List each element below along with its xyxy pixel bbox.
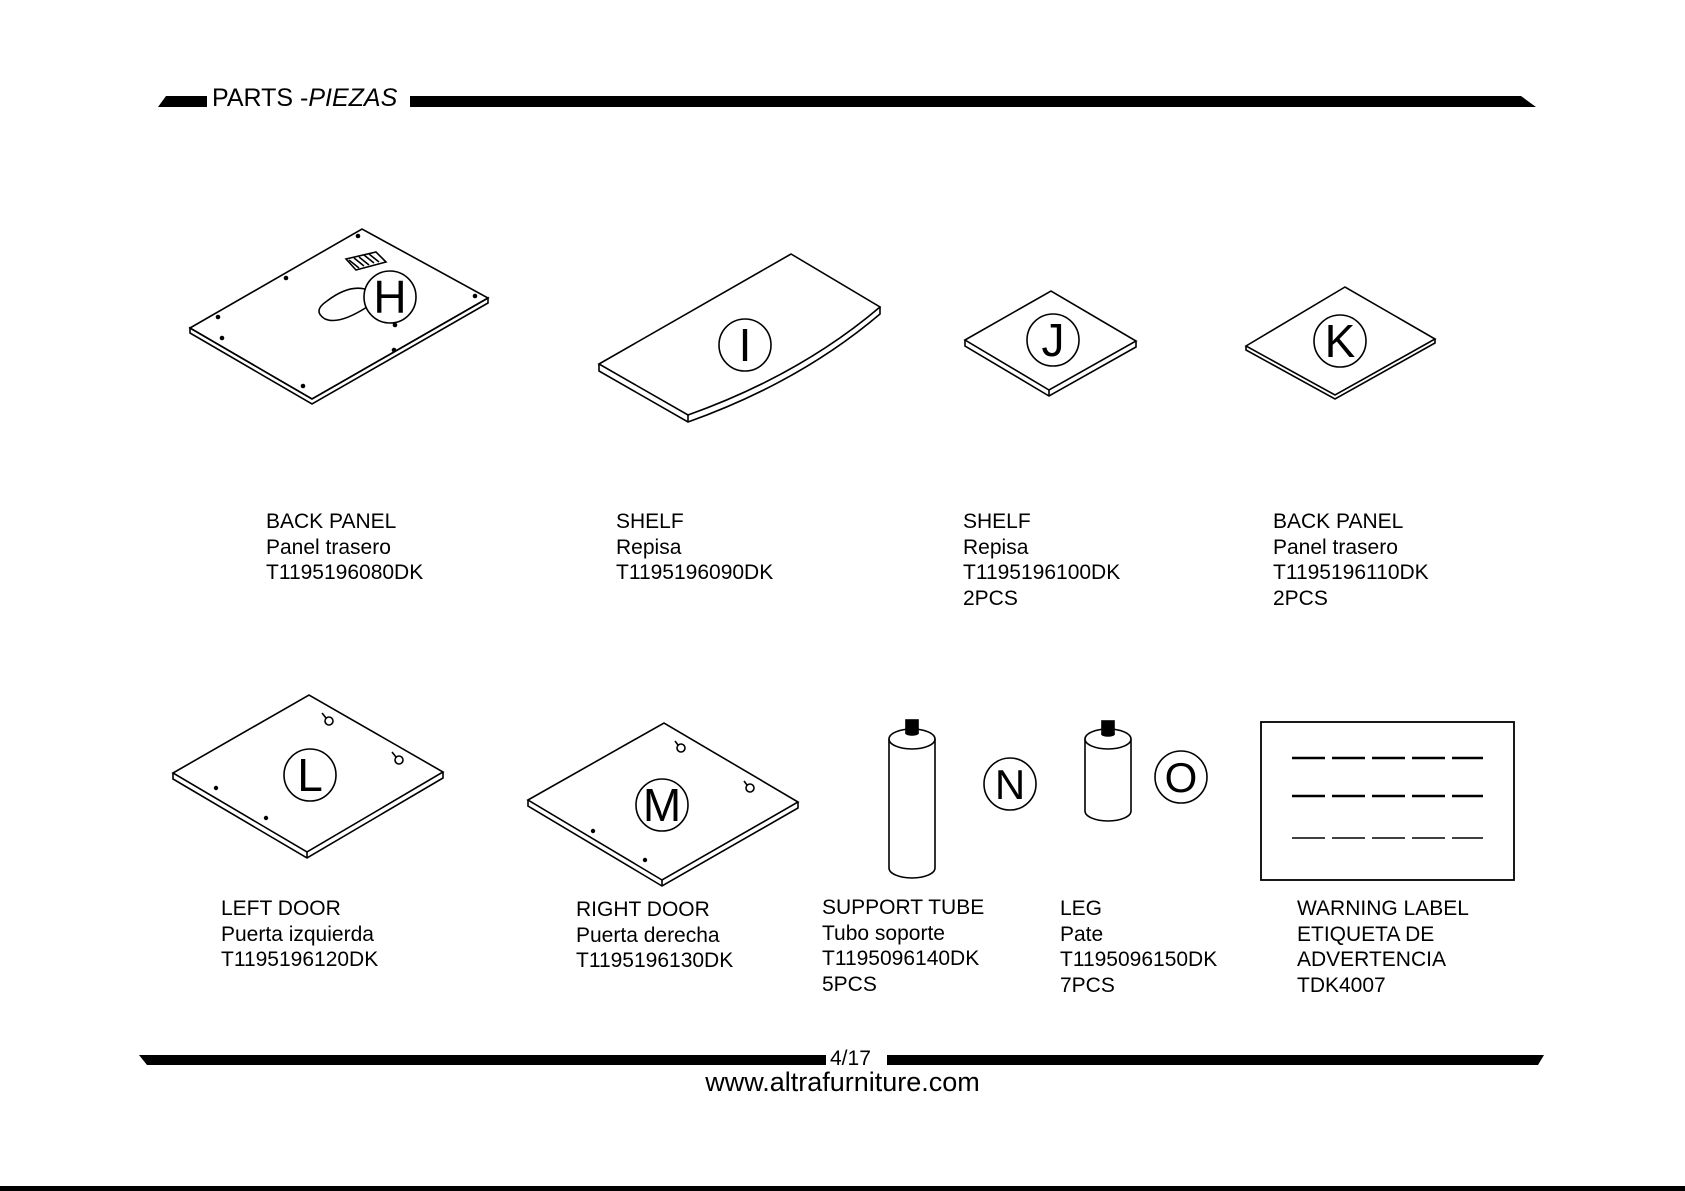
part-j-letter: J bbox=[1041, 314, 1065, 366]
part-k-name: BACK PANEL bbox=[1273, 510, 1404, 533]
part-n-name: SUPPORT TUBE bbox=[822, 896, 985, 919]
part-n-letter: N bbox=[994, 761, 1026, 808]
part-h-label bbox=[266, 509, 423, 586]
header-rule-right bbox=[410, 96, 1536, 107]
part-h-name: BACK PANEL bbox=[266, 510, 397, 533]
part-k-letter: K bbox=[1324, 315, 1356, 367]
part-k-code: T1195196110DK bbox=[1273, 561, 1429, 584]
part-m-label bbox=[576, 897, 733, 974]
part-i-name: SHELF bbox=[616, 510, 684, 533]
part-h-name-es: Panel trasero bbox=[266, 535, 391, 559]
part-o-name-es: Pate bbox=[1060, 922, 1104, 946]
part-n-support-tube-icon bbox=[889, 720, 935, 878]
website-url: www.altrafurniture.com bbox=[705, 1067, 980, 1097]
warning-label-code: TDK4007 bbox=[1297, 973, 1386, 997]
warning-label-name: WARNING LABEL bbox=[1297, 897, 1469, 920]
part-j-letter-icon bbox=[1027, 314, 1079, 366]
part-m-letter-icon bbox=[636, 779, 688, 831]
header-rule-left bbox=[158, 96, 207, 107]
part-m-name: RIGHT DOOR bbox=[576, 898, 710, 921]
part-j-label bbox=[963, 509, 1120, 611]
page-number: 4/17 bbox=[830, 1047, 871, 1070]
part-i-label bbox=[616, 509, 773, 586]
part-i-letter: I bbox=[738, 319, 752, 371]
part-l-name: LEFT DOOR bbox=[221, 897, 341, 920]
warning-label-icon bbox=[1261, 722, 1514, 880]
part-o-code: T1195096150DK bbox=[1060, 948, 1218, 971]
part-l-code: T1195196120DK bbox=[221, 948, 379, 971]
part-m-name-es: Puerta derecha bbox=[576, 923, 720, 947]
part-k-qty: 2PCS bbox=[1273, 586, 1328, 610]
part-n-name-es: Tubo soporte bbox=[822, 921, 945, 945]
part-l-letter-icon bbox=[284, 749, 336, 801]
part-k-letter-icon bbox=[1314, 315, 1366, 367]
part-i-letter-icon bbox=[719, 319, 771, 371]
part-j-name: SHELF bbox=[963, 510, 1031, 533]
part-l-letter: L bbox=[297, 749, 323, 801]
part-n-label bbox=[822, 895, 984, 997]
footer-rule-left bbox=[139, 1055, 826, 1065]
part-n-qty: 5PCS bbox=[822, 972, 877, 996]
part-h-letter-icon bbox=[364, 271, 416, 323]
part-o-name: LEG bbox=[1060, 897, 1103, 920]
warning-label-name-es-2: ADVERTENCIA bbox=[1297, 948, 1446, 971]
section-title-es: PIEZAS bbox=[308, 84, 398, 112]
part-j-code: T1195196100DK bbox=[963, 561, 1121, 584]
part-o-qty: 7PCS bbox=[1060, 973, 1115, 997]
section-title-en: PARTS - bbox=[212, 84, 309, 112]
part-n-code: T1195096140DK bbox=[822, 947, 980, 970]
part-o-letter: O bbox=[1164, 754, 1198, 801]
part-j-name-es: Repisa bbox=[963, 535, 1029, 559]
part-h-code: T1195196080DK bbox=[266, 561, 424, 584]
part-l-label bbox=[221, 896, 378, 973]
warning-label-name-es-1: ETIQUETA DE bbox=[1297, 922, 1435, 946]
warning-label-label bbox=[1297, 896, 1469, 998]
part-o-letter-icon bbox=[1155, 751, 1207, 803]
part-k-name-es: Panel trasero bbox=[1273, 535, 1398, 559]
part-i-name-es: Repisa bbox=[616, 535, 682, 559]
part-k-label bbox=[1273, 509, 1429, 611]
part-h-letter: H bbox=[373, 271, 407, 323]
footer-rule-right bbox=[887, 1055, 1544, 1065]
part-m-letter: M bbox=[642, 779, 682, 831]
part-n-letter-icon bbox=[984, 758, 1036, 810]
bottom-edge bbox=[0, 1186, 1685, 1191]
part-j-qty: 2PCS bbox=[963, 586, 1018, 610]
part-h-back-panel-icon bbox=[190, 229, 488, 404]
part-i-code: T1195196090DK bbox=[616, 561, 774, 584]
part-l-name-es: Puerta izquierda bbox=[221, 922, 374, 946]
part-o-leg-icon bbox=[1085, 721, 1131, 821]
part-o-label bbox=[1060, 896, 1217, 998]
part-m-code: T1195196130DK bbox=[576, 949, 734, 972]
